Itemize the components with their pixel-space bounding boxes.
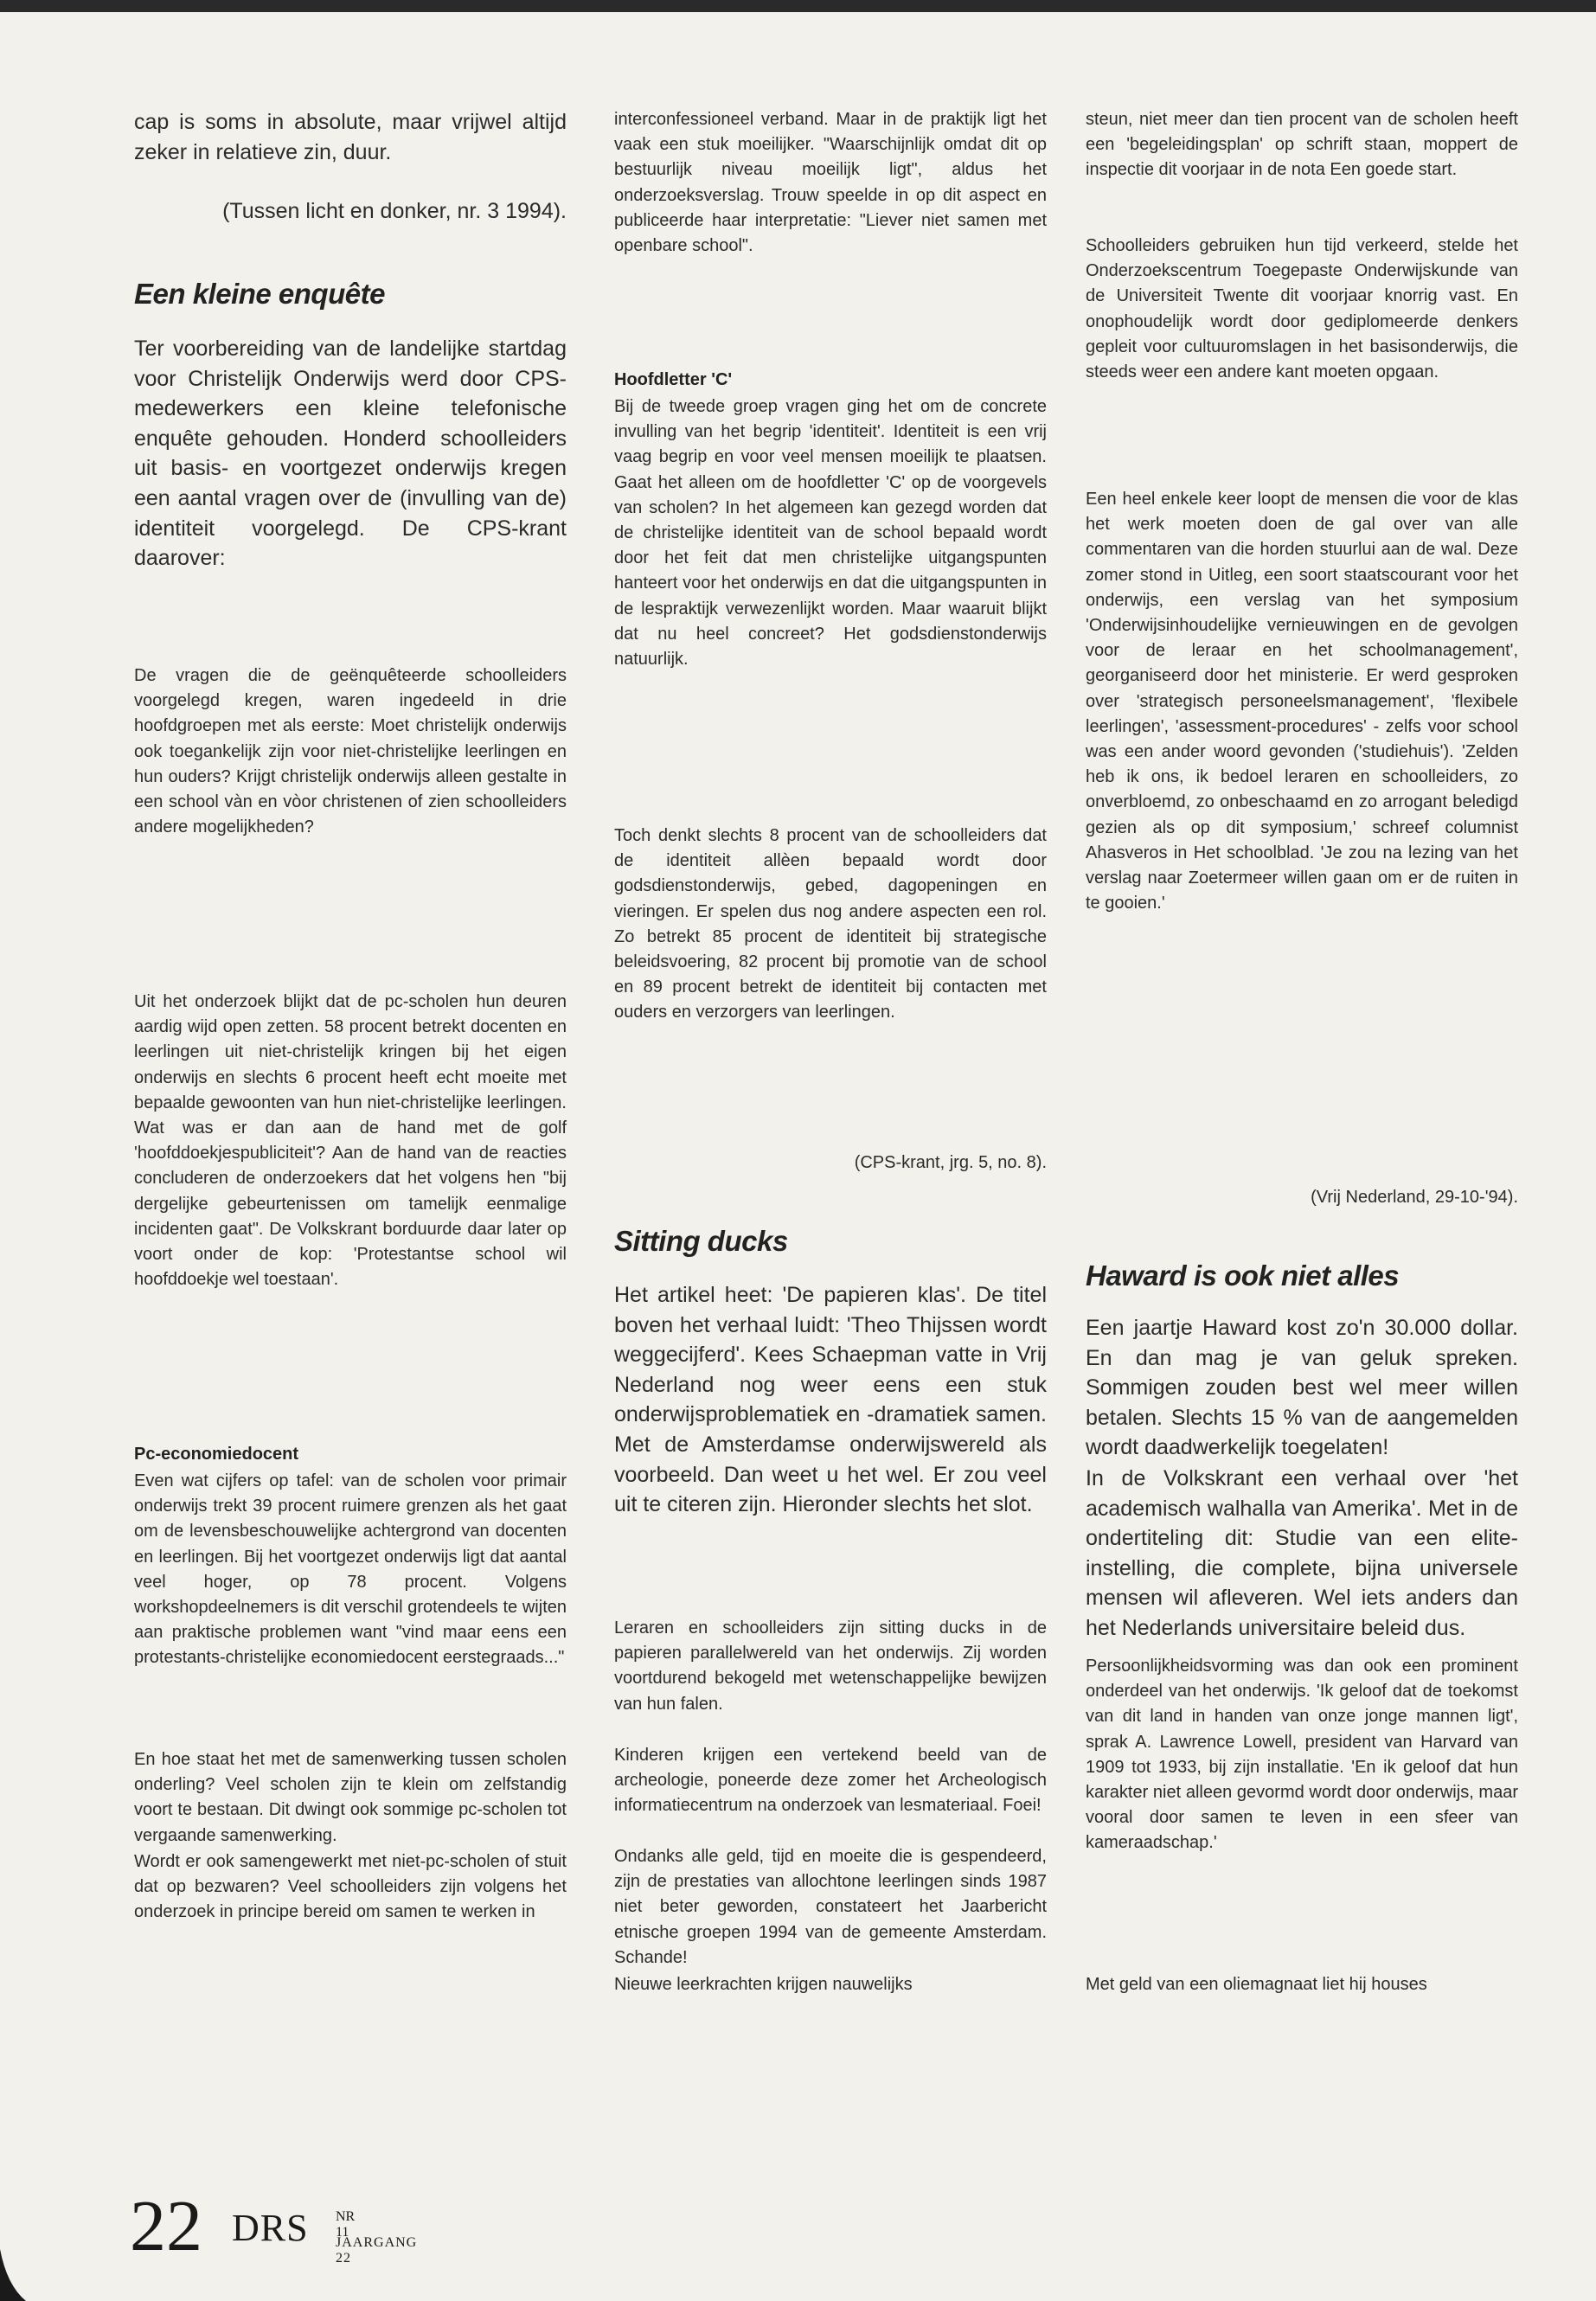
paragraph: En hoe staat het met de samenwerking tussen scholen onderling? Veel scholen zijn te klein om zelfstandig voort te bestaan. Dit dwingt ook sommige pc-scholen tot vergaande samenwerking.: [134, 1750, 567, 1845]
page-number: 22: [130, 2186, 202, 2266]
heading-sitting-ducks: Sitting ducks: [614, 1225, 788, 1257]
paragraph: Kinderen krijgen een vertekend beeld van de archeologie, poneerde deze zomer het Archeologisch informatiecentrum na onderzoek van lesmateriaal. Foei!: [614, 1746, 1047, 1816]
top-rule: [0, 0, 1596, 12]
paragraph: Ondanks alle geld, tijd en moeite die is gespendeerd, zijn de prestaties van allochtone leerlingen sinds 1987 niet beter geworden, constateert het Jaarbericht etnische groepen 1994 van de gemeente Amsterdam. Schande!: [614, 1847, 1047, 1967]
paragraph: steun, niet meer dan tien procent van de scholen heeft een 'begeleidingsplan' op schrift staan, moppert de inspectie dit voorjaar in de nota Een goede start.: [1086, 110, 1518, 180]
subheading-pc-economiedocent: Pc-economiedocent: [134, 1445, 299, 1464]
paragraph: Toch denkt slechts 8 procent van de schoolleiders dat de identiteit allèen bepaald wordt door godsdienstonderwijs, gebed, dagopeningen en vieringen. Er spelen dus nog andere aspecten een rol. Zo betrekt 85 procent de identiteit bij strategische beleidsvoering, 82 procent bij promotie van de school en 89 procent betrekt de identiteit bij contacten met ouders en verzorgers van leerlingen.: [614, 826, 1047, 1022]
magazine-name: DRS: [232, 2207, 309, 2249]
source-vrij-nederland: (Vrij Nederland, 29-10-'94).: [1311, 1188, 1518, 1207]
heading-haward: Haward is ook niet alles: [1086, 1259, 1400, 1292]
intro-text: cap is soms in absolute, maar vrijwel altijd zeker in relatieve zin, duur.: [134, 110, 567, 164]
paragraph: Met geld van een oliemagnaat liet hij houses: [1086, 1975, 1427, 1994]
intro-source: (Tussen licht en donker, nr. 3 1994).: [222, 199, 567, 224]
paragraph: Even wat cijfers op tafel: van de scholen voor primair onderwijs trekt 39 procent ruimere grenzen als het gaat om de levensbeschouwelijke achtergrond van docenten en leerlingen. Bij het voortgezet onderwijs ligt dat aantal veel hoger, op 78 procent. Volgens workshopdeelnemers is dit verschil grotendeels te wijten aan praktische problemen want "vind maar eens een protestants-christelijke economiedocent eerstegraads...": [134, 1471, 567, 1668]
paragraph: interconfessioneel verband. Maar in de praktijk ligt het vaak een stuk moeilijker. "Waarschijnlijk omdat dit op bestuurlijk niveau moeilijk ligt", aldus het onderzoeksverslag. Trouw speelde in op dit aspect en publiceerde haar interpretatie: "Liever niet samen met openbare school".: [614, 110, 1047, 256]
issue-number: NR 11: [336, 2209, 356, 2240]
page-corner-mark: [0, 2249, 26, 2301]
volume-number: JAARGANG 22: [336, 2235, 418, 2266]
paragraph: Persoonlijkheidsvorming was dan ook een prominent onderdeel van het onderwijs. 'Ik geloof dat de toekomst van dit land in handen van onze jonge mannen ligt', sprak A. Lawrence Lowell, president van Harvard van 1909 tot 1933, bij zijn installatie. 'En ik geloof dat hun karakter niet alleen gevormd wordt door onderwijs, maar vooral door samen te leven in een sfeer van kameraadschap.': [1086, 1657, 1518, 1853]
paragraph: Wordt er ook samengewerkt met niet-pc-scholen of stuit dat op bezwaren? Veel schoolleiders zijn volgens het onderzoek in principe bereid om samen te werken in: [134, 1852, 567, 1922]
paragraph: Schoolleiders gebruiken hun tijd verkeerd, stelde het Onderzoekscentrum Toegepaste Onderwijskunde van de Universiteit Twente dit voorjaar knorrig vast. En onophoudelijk wordt door gediplomeerde denkers gepleit voor cultuuromslagen in het basisonderwijs, die steeds weer een andere kant moeten opgaan.: [1086, 236, 1518, 382]
source-cps-krant: (CPS-krant, jrg. 5, no. 8).: [854, 1153, 1047, 1172]
paragraph: Leraren en schoolleiders zijn sitting ducks in de papieren parallelwereld van het onderwijs. Zij worden voortdurend bekogeld met wetenschappelijke bewijzen van hun falen.: [614, 1618, 1047, 1714]
paragraph: Nieuwe leerkrachten krijgen nauwelijks: [614, 1975, 913, 1994]
lead-sitting-ducks: Het artikel heet: 'De papieren klas'. De titel boven het verhaal luidt: 'Theo Thijssen wordt weggecijferd'. Kees Schaepman vatte in Vrij Nederland nog weer eens een stuk onderwijsproblematiek en -dramatiek samen. Met de Amsterdamse onderwijswereld als voorbeeld. Dan weet u het wel. Er zou veel uit te citeren zijn. Hieronder slechts het slot.: [614, 1283, 1047, 1517]
subheading-hoofdletter-c: Hoofdletter 'C': [614, 370, 733, 389]
lead-haward: Een jaartje Haward kost zo'n 30.000 dollar. En dan mag je van geluk spreken. Sommigen zouden best wel meer willen betalen. Slechts 15 % van de aangemelden wordt daadwerkelijk toegelaten!: [1086, 1316, 1518, 1460]
paragraph: Bij de tweede groep vragen ging het om de concrete invulling van het begrip 'identiteit'. Identiteit is een vrij vaag begrip en voor veel mensen moeilijk te plaatsen. Gaat het alleen om de hoofdletter 'C' op de voorgevels van scholen? In het algemeen kan gezegd worden dat de christelijke identiteit van de school bepaald wordt door het feit dat men christelijke uitgangspunten hanteert voor het onderwijs en dat die uitgangspunten in de lespraktijk verwezenlijkt worden. Maar waaruit blijkt dat nu heel concreet? Het godsdienstonderwijs natuurlijk.: [614, 397, 1047, 670]
paragraph: De vragen die de geënquêteerde schoolleiders voorgelegd kregen, waren ingedeeld in drie hoofdgroepen met als eerste: Moet christelijk onderwijs ook toegankelijk zijn voor niet-christelijke leerlingen en hun ouders? Krijgt christelijk onderwijs alleen gestalte in een school vàn en vòor christenen of zien schoolleiders andere mogelijkheden?: [134, 666, 567, 837]
column-1: [134, 107, 567, 227]
lead-haward-2: In de Volkskrant een verhaal over 'het academisch walhalla van Amerika'. Met in de ondertiteling dit: Studie van een elite-instelling, die complete, bijna universele mensen wil afleveren. Wel iets anders dan het Nederlands universitaire beleid dus.: [1086, 1466, 1518, 1640]
heading-kleine-enquete: Een kleine enquête: [134, 278, 385, 310]
paragraph: Een heel enkele keer loopt de mensen die voor de klas het werk moeten doen de gal over van alle commentaren van die horden stuurlui aan de wal. Deze zomer stond in Uitleg, een soort staatscourant voor het onderwijs, een verslag van het symposium 'Onderwijsinhoudelijke vernieuwingen en de gevolgen voor de leraar en het schoolmanagement', georganiseerd door het ministerie. Er werd gesproken over 'strategisch personeelsmanagement', 'flexibele leerlingen', 'assessment-procedures' - zelfs voor school was een ander woord gevonden ('studiehuis'). 'Zelden heb ik ons, ik bedoel leraren en schoolleiders, zo onverbloemd, zo onbeschaamd en zo arrogant beledigd gezien als op dit symposium,' schreef columnist Ahasveros in Het schoolblad. 'Je zou na lezing van het verslag naar Zoetermeer willen gaan om er de ruiten in te gooien.': [1086, 490, 1518, 913]
paragraph: Uit het onderzoek blijkt dat de pc-scholen hun deuren aardig wijd open zetten. 58 procent betrekt docenten en leerlingen uit niet-christelijk kringen bij het eigen onderwijs en slechts 6 procent heeft echt moeite met bepaalde gewoonten van hun niet-christelijke leerlingen. Wat was er dan aan de hand met de golf 'hoofddoekjespubliciteit'? Aan de hand van de reacties concluderen de onderzoekers dat het volgens hen "bij dergelijke gebeurtenissen om tamelijk eenmalige incidenten gaat". De Volkskrant borduurde daar later op voort onder de kop: 'Protestantse school wil hoofddoekje wel toestaan'.: [134, 992, 567, 1290]
lead-kleine-enquete: Ter voorbereiding van de landelijke startdag voor Christelijk Onderwijs werd door CPS-medewerkers een kleine telefonische enquête gehouden. Honderd schoolleiders uit basis- en voortgezet onderwijs kregen een aantal vragen over de (invulling van de) identiteit voorgelegd. De CPS-krant daarover:: [134, 336, 567, 571]
